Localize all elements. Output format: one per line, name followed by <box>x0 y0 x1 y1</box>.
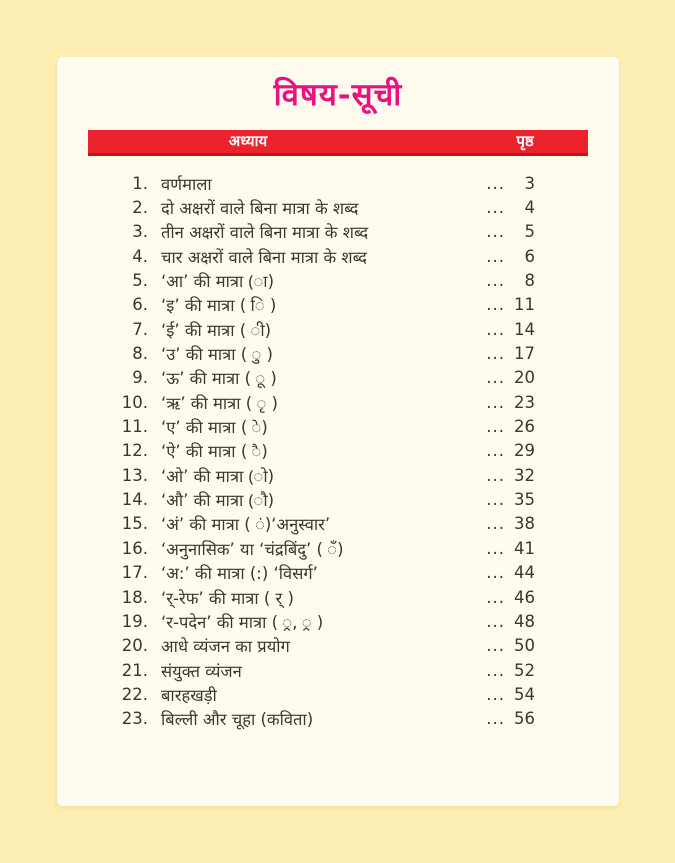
table-row <box>88 317 535 341</box>
row-leader-dots: ... <box>486 198 505 218</box>
column-header-chapter: अध्याय <box>228 132 268 150</box>
row-leader-dots: ... <box>486 392 505 412</box>
row-number: 10. <box>121 392 148 412</box>
table-header-bar <box>88 130 588 156</box>
row-leader-dots: ... <box>486 465 505 485</box>
row-leader-dots: ... <box>486 246 505 266</box>
row-leader-dots: ... <box>486 709 505 729</box>
table-row <box>88 293 535 317</box>
table-row <box>88 171 535 195</box>
row-leader-dots: ... <box>486 295 505 315</box>
table-row <box>88 341 535 365</box>
table-row <box>88 268 535 292</box>
row-leader-dots: ... <box>486 490 505 510</box>
table-row <box>88 439 535 463</box>
row-chapter-title: ‘ऋ’ की मात्रा ( ृ ) <box>161 393 278 413</box>
row-chapter-title: ‘ई’ की मात्रा ( ी) <box>161 320 272 340</box>
row-number: 2. <box>132 198 148 218</box>
row-chapter-title: वर्णमाला <box>161 174 212 194</box>
table-row <box>88 414 535 438</box>
row-chapter-title: ‘उ’ की मात्रा ( ु ) <box>161 345 273 365</box>
table-row <box>88 463 535 487</box>
row-page-number: 44 <box>514 563 535 583</box>
row-page-number: 3 <box>524 173 535 193</box>
row-leader-dots: ... <box>486 417 505 437</box>
row-chapter-title: ‘औ’ की मात्रा (ौ) <box>161 491 275 511</box>
row-page-number: 32 <box>514 465 535 485</box>
row-number: 15. <box>121 514 148 534</box>
table-row <box>88 244 535 268</box>
row-chapter-title: ‘ऐ’ की मात्रा ( ै) <box>161 442 268 462</box>
row-chapter-title: ‘ऊ’ की मात्रा ( ू ) <box>161 369 277 389</box>
row-leader-dots: ... <box>486 563 505 583</box>
row-leader-dots: ... <box>486 636 505 656</box>
row-leader-dots: ... <box>486 514 505 534</box>
row-chapter-title: आधे व्यंजन का प्रयोग <box>161 637 290 657</box>
row-page-number: 14 <box>514 319 535 339</box>
row-number: 21. <box>121 660 148 680</box>
table-row <box>88 682 535 706</box>
row-number: 5. <box>132 271 148 291</box>
row-leader-dots: ... <box>486 587 505 607</box>
row-leader-dots: ... <box>486 368 505 388</box>
row-number: 23. <box>121 709 148 729</box>
row-page-number: 5 <box>524 222 535 242</box>
row-chapter-title: ‘र-पदेन’ की मात्रा ( ्र, ्र ) <box>161 612 324 632</box>
row-leader-dots: ... <box>486 344 505 364</box>
row-number: 16. <box>121 538 148 558</box>
row-number: 17. <box>121 563 148 583</box>
row-page-number: 35 <box>514 490 535 510</box>
row-number: 22. <box>121 684 148 704</box>
row-leader-dots: ... <box>486 611 505 631</box>
row-number: 14. <box>121 490 148 510</box>
table-row <box>88 707 535 731</box>
row-leader-dots: ... <box>486 684 505 704</box>
row-chapter-title: बारहखड़ी <box>161 685 217 705</box>
row-page-number: 8 <box>524 271 535 291</box>
row-chapter-title: संयुक्त व्यंजन <box>161 661 242 681</box>
row-page-number: 41 <box>514 538 535 558</box>
table-row <box>88 487 535 511</box>
column-header-page: पृष्ठ <box>516 132 534 150</box>
table-row <box>88 585 535 609</box>
row-chapter-title: तीन अक्षरों वाले बिना मात्रा के शब्द <box>161 223 369 243</box>
row-chapter-title: ‘ए’ की मात्रा ( े) <box>161 418 268 438</box>
row-number: 12. <box>121 441 148 461</box>
row-leader-dots: ... <box>486 319 505 339</box>
page-title: विषय-सूची <box>273 77 403 113</box>
table-row <box>88 195 535 219</box>
table-row <box>88 609 535 633</box>
row-number: 6. <box>132 295 148 315</box>
table-row <box>88 512 535 536</box>
row-chapter-title: ‘ओ’ की मात्रा (ो) <box>161 466 275 486</box>
row-leader-dots: ... <box>486 441 505 461</box>
row-page-number: 48 <box>514 611 535 631</box>
row-page-number: 26 <box>514 417 535 437</box>
row-number: 8. <box>132 344 148 364</box>
row-chapter-title: ‘इ’ की मात्रा ( ि ) <box>161 296 277 316</box>
row-chapter-title: ‘र्-रेफ’ की मात्रा ( र् ) <box>161 588 294 608</box>
table-row <box>88 658 535 682</box>
row-chapter-title: ‘अं’ की मात्रा ( ं)‘अनुस्वार’ <box>161 515 331 535</box>
row-leader-dots: ... <box>486 538 505 558</box>
row-number: 9. <box>132 368 148 388</box>
table-row <box>88 366 535 390</box>
table-row <box>88 220 535 244</box>
row-number: 18. <box>121 587 148 607</box>
row-chapter-title: चार अक्षरों वाले बिना मात्रा के शब्द <box>161 247 367 267</box>
row-page-number: 20 <box>514 368 535 388</box>
row-leader-dots: ... <box>486 173 505 193</box>
row-leader-dots: ... <box>486 222 505 242</box>
row-page-number: 46 <box>514 587 535 607</box>
row-number: 19. <box>121 611 148 631</box>
table-row <box>88 390 535 414</box>
row-page-number: 52 <box>514 660 535 680</box>
row-number: 20. <box>121 636 148 656</box>
row-page-number: 4 <box>524 198 535 218</box>
contents-card <box>57 57 619 806</box>
row-page-number: 29 <box>514 441 535 461</box>
row-chapter-title: बिल्ली और चूहा (कविता) <box>161 710 314 730</box>
row-page-number: 11 <box>514 295 535 315</box>
row-page-number: 38 <box>514 514 535 534</box>
row-page-number: 6 <box>524 246 535 266</box>
row-number: 1. <box>132 173 148 193</box>
row-number: 4. <box>132 246 148 266</box>
table-row <box>88 634 535 658</box>
row-page-number: 50 <box>514 636 535 656</box>
row-chapter-title: ‘अ:’ की मात्रा (:) ‘विसर्ग’ <box>161 564 318 584</box>
row-chapter-title: ‘आ’ की मात्रा (ा) <box>161 272 275 292</box>
row-page-number: 17 <box>514 344 535 364</box>
row-number: 11. <box>121 417 148 437</box>
row-number: 7. <box>132 319 148 339</box>
row-page-number: 54 <box>514 684 535 704</box>
row-chapter-title: ‘अनुनासिक’ या ‘चंद्रबिंदु’ ( ँ) <box>161 539 344 559</box>
row-page-number: 56 <box>514 709 535 729</box>
row-number: 3. <box>132 222 148 242</box>
contents-list <box>88 171 535 731</box>
row-number: 13. <box>121 465 148 485</box>
row-page-number: 23 <box>514 392 535 412</box>
table-row <box>88 561 535 585</box>
row-leader-dots: ... <box>486 660 505 680</box>
row-chapter-title: दो अक्षरों वाले बिना मात्रा के शब्द <box>161 199 359 219</box>
row-leader-dots: ... <box>486 271 505 291</box>
table-row <box>88 536 535 560</box>
